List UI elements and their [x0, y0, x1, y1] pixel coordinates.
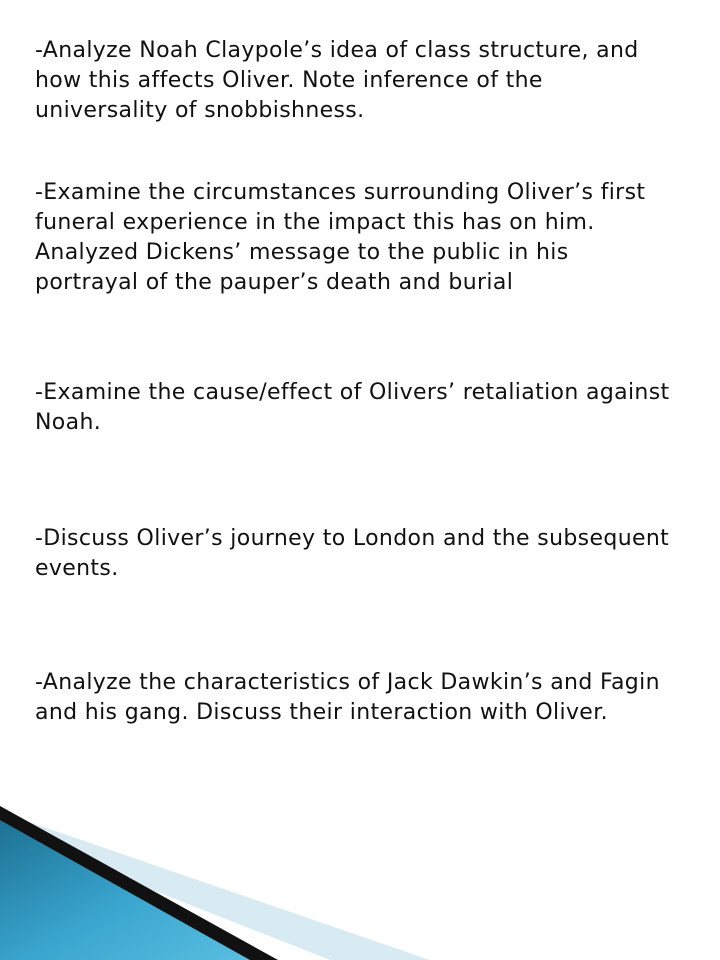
light-blue-band — [0, 812, 430, 960]
black-diagonal-stripe — [0, 806, 278, 960]
bullet-dawkins-fagin-gang: -Analyze the characteristics of Jack Dawkin’s and Fagin and his gang. Discuss their interaction with Oliver. — [35, 670, 660, 725]
bullet-retaliation-against-noah: -Examine the cause/effect of Olivers’ retaliation against Noah. — [35, 380, 670, 435]
bullet-funeral-experience: -Examine the circumstances surrounding Oliver’s first funeral experience in the impact this has on him. Analyzed Dickens’ message to the public in his portrayal of the pauper’s death and burial — [35, 180, 646, 295]
bullet-journey-to-london: -Discuss Oliver’s journey to London and the subsequent events. — [35, 526, 670, 581]
teal-gradient-shape — [0, 808, 262, 960]
bullet-noah-class-structure: -Analyze Noah Claypole’s idea of class structure, and how this affects Oliver. Note inference of the universality of snobbishness. — [35, 38, 639, 123]
